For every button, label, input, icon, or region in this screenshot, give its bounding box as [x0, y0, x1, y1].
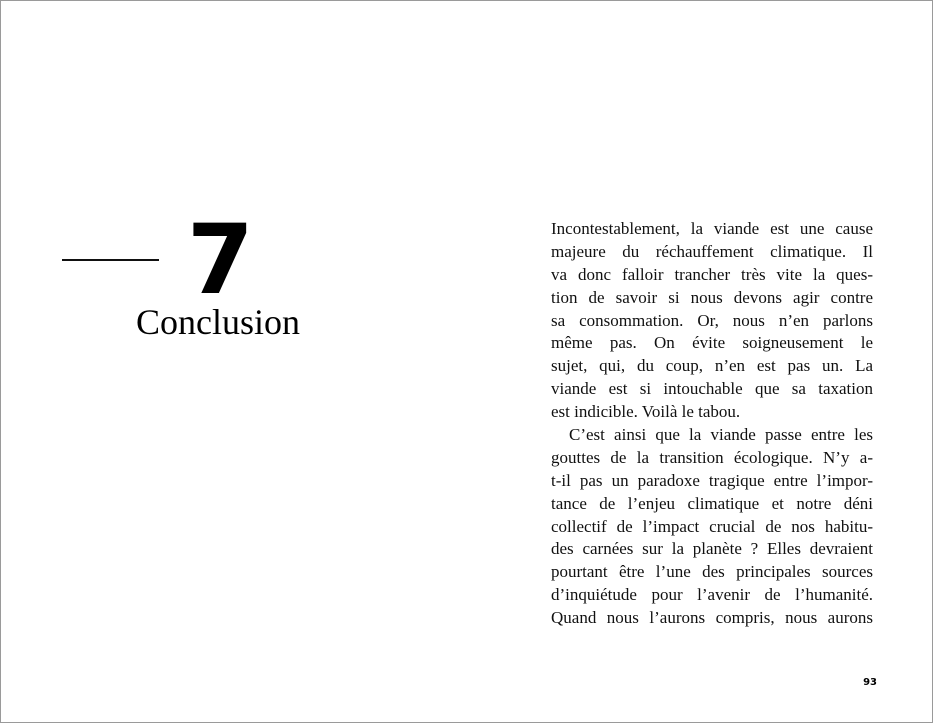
chapter-title: Conclusion [136, 302, 301, 342]
paragraph-1 [551, 218, 873, 424]
text-line: même pas. On évite soigneusement le [551, 333, 873, 353]
text-line: majeure du réchauffement climatique. Il [551, 241, 873, 261]
text-line: sujet, qui, du coup, n’en est pas un. La [551, 356, 873, 376]
chapter-number: 7 [187, 204, 252, 316]
page-number: 93 [863, 677, 877, 688]
text-line: tance de l’enjeu climatique et notre déni [551, 493, 873, 513]
text-line: sa consommation. Or, nous n’en parlons [551, 310, 873, 330]
text-line: C’est ainsi que la viande passe entre les [569, 425, 873, 445]
text-line: Quand nous l’aurons compris, nous aurons [551, 608, 873, 628]
text-line: est indicible. Voilà le tabou. [551, 402, 741, 422]
paragraph-2 [551, 424, 873, 630]
text-line: d’inquiétude pour l’avenir de l’humanité. [551, 585, 873, 605]
text-line: viande est si intouchable que sa taxation [551, 379, 873, 399]
chapter-rule [62, 259, 159, 261]
text-line: collectif de l’impact crucial de nos habitu- [551, 516, 873, 536]
text-line: Incontestablement, la viande est une cause [551, 219, 873, 238]
text-line: tion de savoir si nous devons agir contre [551, 287, 873, 307]
body-text [551, 218, 873, 630]
text-line: pourtant être l’une des principales sources [551, 562, 873, 582]
text-line: gouttes de la transition écologique. N’y a- [551, 447, 873, 467]
text-line: des carnées sur la planète ? Elles devraient [551, 539, 873, 559]
text-line: va donc falloir trancher très vite la ques- [551, 264, 873, 284]
text-line: t-il pas un paradoxe tragique entre l’impor- [551, 470, 873, 490]
